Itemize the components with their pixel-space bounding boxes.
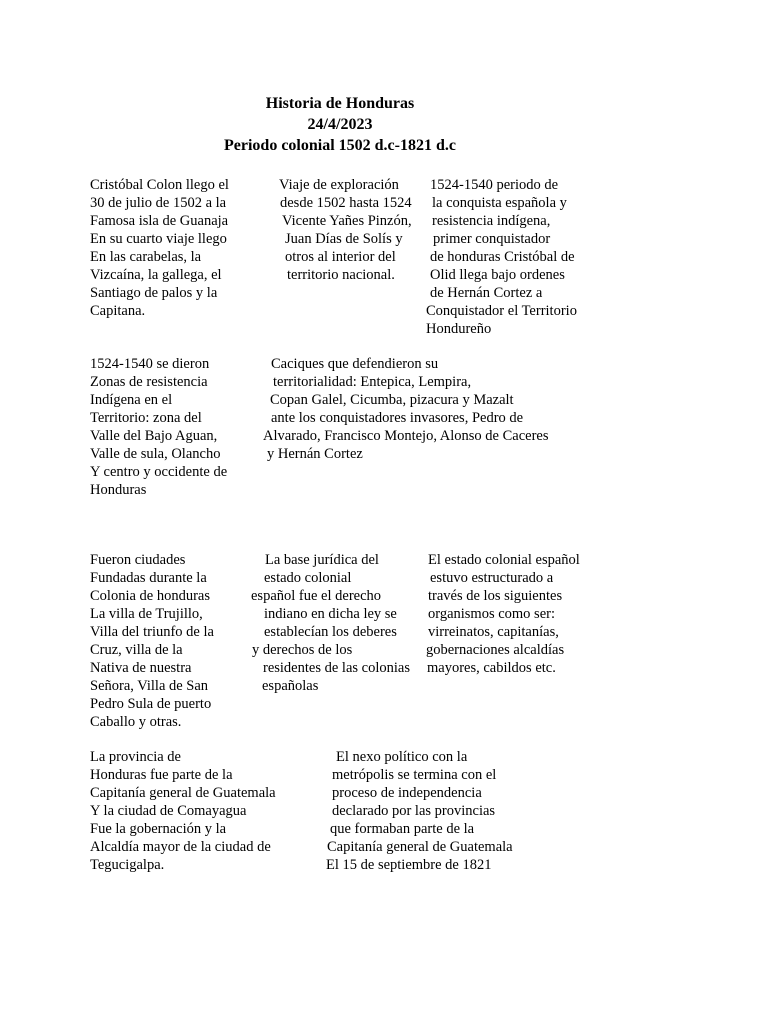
text-line: 30 de julio de 1502 a la <box>90 195 227 211</box>
text-line: La base jurídica del <box>265 552 379 568</box>
text-line: proceso de independencia <box>332 785 482 801</box>
text-line: El 15 de septiembre de 1821 <box>326 857 492 873</box>
text-line: La provincia de <box>90 749 181 765</box>
text-line: Honduras fue parte de la <box>90 767 233 783</box>
text-line: establecían los deberes <box>264 624 397 640</box>
text-line: Pedro Sula de puerto <box>90 696 212 712</box>
text-line: Vicente Yañes Pinzón, <box>282 213 412 229</box>
text-line: Señora, Villa de San <box>90 678 209 694</box>
text-line: la conquista española y <box>432 195 567 211</box>
text-line: virreinatos, capitanías, <box>428 624 559 640</box>
text-line: Honduras <box>90 482 147 498</box>
text-line: Capitana. <box>90 303 146 319</box>
text-line: otros al interior del <box>285 249 396 265</box>
text-line: residentes de las colonias <box>263 660 410 676</box>
text-line: organismos como ser: <box>428 606 555 622</box>
text-line: Cruz, villa de la <box>90 642 183 658</box>
text-line: Vizcaína, la gallega, el <box>90 267 222 283</box>
text-line: Viaje de exploración <box>279 177 399 193</box>
text-line: El estado colonial español <box>428 552 580 568</box>
text-line: Capitanía general de Guatemala <box>327 839 513 855</box>
text-line: Y la ciudad de Comayagua <box>90 803 247 819</box>
text-line: Alcaldía mayor de la ciudad de <box>90 839 271 855</box>
text-line: Santiago de palos y la <box>90 285 218 301</box>
text-line: Villa del triunfo de la <box>90 624 214 640</box>
text-line: Tegucigalpa. <box>90 857 165 873</box>
text-line: Alvarado, Francisco Montejo, Alonso de Caceres <box>263 428 549 444</box>
text-line: resistencia indígena, <box>432 213 551 229</box>
document-date: 24/4/2023 <box>307 116 373 133</box>
text-line: Copan Galel, Cicumba, pizacura y Mazalt <box>270 392 514 408</box>
text-line: territorio nacional. <box>287 267 395 283</box>
text-line: Caciques que defendieron su <box>271 356 439 372</box>
text-line: Fueron ciudades <box>90 552 186 568</box>
text-line: Territorio: zona del <box>90 410 202 426</box>
text-line: españolas <box>262 678 319 694</box>
text-line: gobernaciones alcaldías <box>426 642 565 658</box>
text-line: y derechos de los <box>252 642 353 658</box>
text-line: de Hernán Cortez a <box>430 285 543 301</box>
text-line: En su cuarto viaje llego <box>90 231 227 247</box>
text-line: Indígena en el <box>90 392 173 408</box>
text-line: indiano en dicha ley se <box>264 606 397 622</box>
text-line: territorialidad: Entepica, Lempira, <box>273 374 472 390</box>
text-line: Caballo y otras. <box>90 714 182 730</box>
text-line: ante los conquistadores invasores, Pedro de <box>271 410 524 426</box>
text-line: Olid llega bajo ordenes <box>430 267 565 283</box>
text-line: Capitanía general de Guatemala <box>90 785 276 801</box>
text-line: 1524-1540 se dieron <box>90 356 210 372</box>
text-line: Juan Días de Solís y <box>285 231 403 247</box>
text-line: metrópolis se termina con el <box>332 767 497 783</box>
text-line: Colonia de honduras <box>90 588 211 604</box>
text-line: Valle del Bajo Aguan, <box>90 428 218 444</box>
text-line: Nativa de nuestra <box>90 660 192 676</box>
text-line: que formaban parte de la <box>330 821 475 837</box>
text-line: y Hernán Cortez <box>267 446 363 462</box>
document-title: Historia de Honduras <box>265 95 415 112</box>
text-line: estuvo estructurado a <box>430 570 554 586</box>
text-line: español fue el derecho <box>251 588 382 604</box>
text-line: Fue la gobernación y la <box>90 821 227 837</box>
text-line: Zonas de resistencia <box>90 374 208 390</box>
text-line: de honduras Cristóbal de <box>430 249 575 265</box>
text-line: En las carabelas, la <box>90 249 202 265</box>
text-line: Y centro y occidente de <box>90 464 228 480</box>
text-line: 1524-1540 periodo de <box>430 177 559 193</box>
text-line: Valle de sula, Olancho <box>90 446 221 462</box>
text-line: estado colonial <box>264 570 352 586</box>
text-line: Fundadas durante la <box>90 570 207 586</box>
text-line: través de los siguientes <box>428 588 563 604</box>
document-period: Periodo colonial 1502 d.c-1821 d.c <box>224 137 456 154</box>
text-line: Hondureño <box>426 321 492 337</box>
text-line: El nexo político con la <box>336 749 468 765</box>
text-line: primer conquistador <box>433 231 551 247</box>
text-line: desde 1502 hasta 1524 <box>280 195 412 211</box>
text-line: Cristóbal Colon llego el <box>90 177 229 193</box>
text-line: Famosa isla de Guanaja <box>90 213 229 229</box>
text-line: La villa de Trujillo, <box>90 606 203 622</box>
text-line: Conquistador el Territorio <box>426 303 577 319</box>
text-line: mayores, cabildos etc. <box>427 660 556 676</box>
text-line: declarado por las provincias <box>332 803 496 819</box>
